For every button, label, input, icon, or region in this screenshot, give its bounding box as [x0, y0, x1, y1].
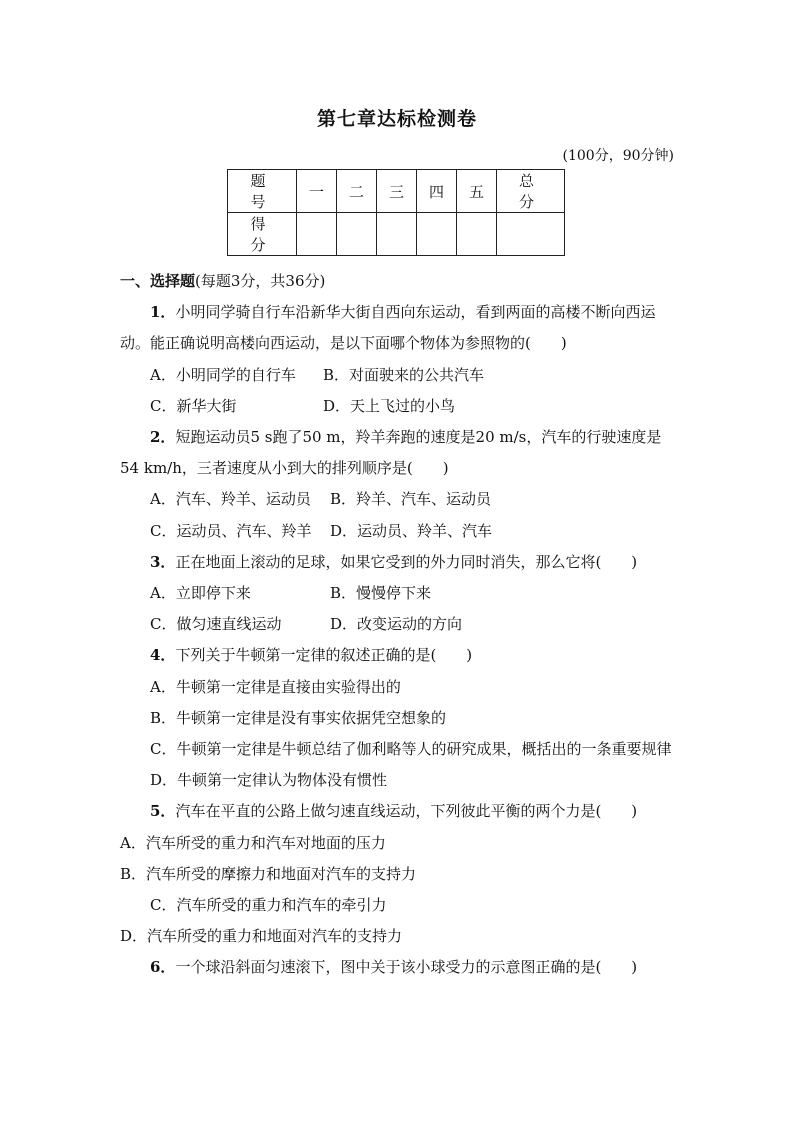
question-1 [120, 297, 676, 359]
option-b[interactable]: B．慢慢停下来 [330, 584, 432, 603]
question-2 [120, 422, 676, 484]
option-b[interactable]: B．对面驶来的公共汽车 [323, 365, 485, 384]
section-heading [120, 266, 676, 297]
question-text: 下列关于牛顿第一定律的叙述正确的是( ) [175, 646, 473, 665]
question-4 [120, 640, 676, 671]
option-c[interactable]: C．新华大街 [150, 396, 237, 415]
question-text: 汽车在平直的公路上做匀速直线运动，下列彼此平衡的两个力是( ) [175, 802, 638, 821]
question-5 [120, 796, 676, 827]
option-c[interactable]: C．牛顿第一定律是牛顿总结了伽利略等人的研究成果，概括出的一条重要规律 [150, 740, 672, 759]
option-row [120, 484, 676, 515]
score-input-cell[interactable] [457, 213, 497, 256]
score-table-cell: 三 [377, 170, 417, 213]
section-note: (每题3分，共36分) [195, 272, 326, 290]
question-6 [120, 952, 676, 983]
question-number: 6． [150, 958, 176, 977]
question-text: 一个球沿斜面匀速滚下，图中关于该小球受力的示意图正确的是( ) [175, 958, 638, 977]
score-input-cell[interactable] [417, 213, 457, 256]
score-input-cell[interactable] [497, 213, 565, 256]
option-a[interactable]: A．小明同学的自行车 [150, 365, 296, 384]
question-3 [120, 547, 676, 578]
question-number: 3． [150, 552, 176, 571]
option-b[interactable]: B．牛顿第一定律是没有事实依据凭空想象的 [150, 708, 447, 727]
option-d[interactable]: D．改变运动的方向 [330, 615, 463, 634]
option-c[interactable]: C．做匀速直线运动 [150, 615, 282, 634]
score-table-cell: 总 分 [497, 170, 565, 213]
score-table-cell: 一 [297, 170, 337, 213]
option-row [120, 360, 676, 391]
option-row [120, 609, 676, 640]
exam-meta: (100分，90分钟) [562, 148, 674, 164]
score-table-cell: 四 [417, 170, 457, 213]
score-table-cell: 得 分 [228, 213, 297, 256]
option-c[interactable]: C．汽车所受的重力和汽车的牵引力 [150, 896, 387, 915]
score-input-cell[interactable] [297, 213, 337, 256]
question-text: 短跑运动员5 s跑了50 m，羚羊奔跑的速度是20 m/s，汽车的行驶速度是54 km/h，三者速度从小到大的排列顺序是( ) [120, 428, 662, 478]
option-d[interactable]: D．汽车所受的重力和地面对汽车的支持力 [120, 927, 403, 946]
score-table [227, 169, 565, 256]
option-b[interactable]: B．羚羊、汽车、运动员 [330, 490, 492, 509]
option-a[interactable]: A．汽车所受的重力和汽车对地面的压力 [120, 833, 386, 852]
question-number: 5． [150, 802, 176, 821]
section-label: 一、选择题 [120, 272, 196, 290]
option-d[interactable]: D．运动员、羚羊、汽车 [330, 521, 493, 540]
option-a[interactable]: A．汽车、羚羊、运动员 [150, 490, 311, 509]
option-d[interactable]: D．牛顿第一定律认为物体没有惯性 [150, 771, 388, 790]
score-table-score-row [228, 213, 565, 256]
page-title: 第七章达标检测卷 [316, 108, 477, 130]
question-number: 2． [150, 428, 176, 447]
option-d[interactable]: D．天上飞过的小鸟 [323, 396, 456, 415]
question-number: 1． [150, 303, 176, 322]
option-a[interactable]: A．牛顿第一定律是直接由实验得出的 [150, 677, 401, 696]
option-row [120, 391, 676, 422]
question-text: 小明同学骑自行车沿新华大街自西向东运动，看到两面的高楼不断向西运动。能正确说明高楼向西运动，是以下面哪个物体为参照物的( ) [120, 303, 656, 353]
option-b[interactable]: B．汽车所受的摩擦力和地面对汽车的支持力 [120, 864, 417, 883]
score-table-header-row [228, 170, 565, 213]
score-input-cell[interactable] [337, 213, 377, 256]
option-row [120, 516, 676, 547]
score-table-cell: 五 [457, 170, 497, 213]
option-c[interactable]: C．运动员、汽车、羚羊 [150, 521, 312, 540]
score-table-cell: 二 [337, 170, 377, 213]
score-table-cell: 题 号 [228, 170, 297, 213]
score-input-cell[interactable] [377, 213, 417, 256]
option-row [120, 578, 676, 609]
question-number: 4． [150, 646, 176, 665]
question-text: 正在地面上滚动的足球，如果它受到的外力同时消失，那么它将( ) [175, 552, 638, 571]
question-content [120, 266, 676, 984]
option-a[interactable]: A．立即停下来 [150, 584, 251, 603]
